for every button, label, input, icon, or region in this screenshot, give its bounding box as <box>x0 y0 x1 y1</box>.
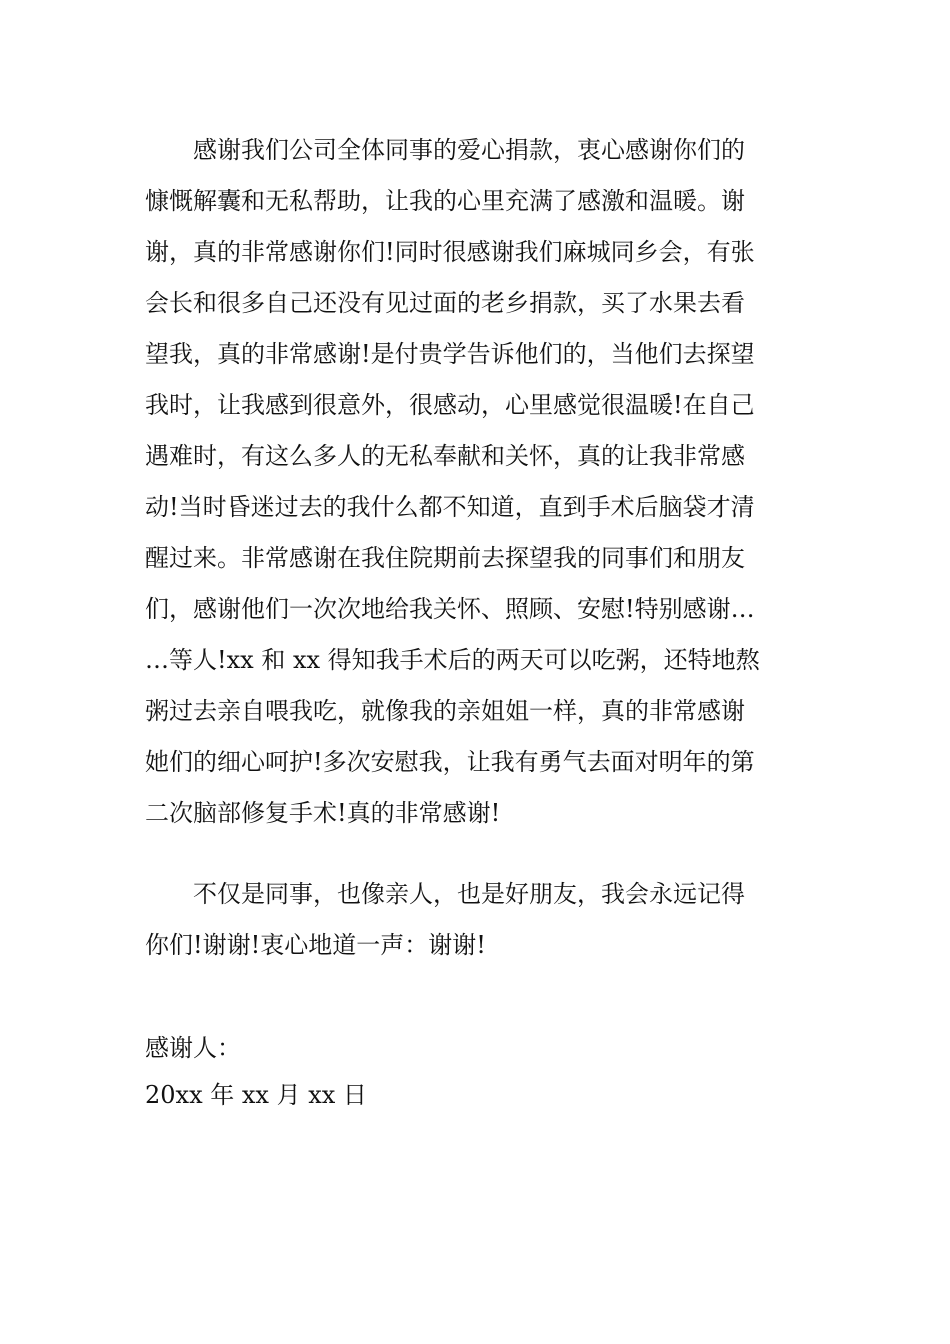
text-line: …等人!xx 和 xx 得知我手术后的两天可以吃粥，还特地熬 <box>145 646 760 674</box>
text-line: 你们!谢谢!衷心地道一声：谢谢! <box>145 931 486 959</box>
text-line: 我时，让我感到很意外，很感动，心里感觉很温暖!在自己 <box>145 391 755 419</box>
paragraph-1 <box>145 125 805 839</box>
text-line: 醒过来。非常感谢在我住院期前去探望我的同事们和朋友 <box>145 544 745 572</box>
text-line: 二次脑部修复手术!真的非常感谢! <box>145 799 501 827</box>
text-line: 动!当时昏迷过去的我什么都不知道，直到手术后脑袋才清 <box>145 493 755 521</box>
text-line: 们，感谢他们一次次地给我关怀、照顾、安慰!特别感谢… <box>145 595 755 623</box>
text-line: 慷慨解囊和无私帮助，让我的心里充满了感激和温暖。谢 <box>145 187 745 215</box>
paragraph-2 <box>145 869 805 971</box>
text-line: 不仅是同事，也像亲人，也是好朋友，我会永远记得 <box>145 880 745 908</box>
text-line: 会长和很多自己还没有见过面的老乡捐款，买了水果去看 <box>145 289 745 317</box>
date-line: 20xx 年 xx 月 xx 日 <box>145 1081 367 1109</box>
text-line: 望我，真的非常感谢!是付贵学告诉他们的，当他们去探望 <box>145 340 755 368</box>
text-line: 谢，真的非常感谢你们!同时很感谢我们麻城同乡会，有张 <box>145 238 755 266</box>
text-line: 遇难时，有这么多人的无私奉献和关怀，真的让我非常感 <box>145 442 745 470</box>
signature-label: 感谢人： <box>145 1034 241 1062</box>
text-line: 感谢我们公司全体同事的爱心捐款，衷心感谢你们的 <box>145 136 745 164</box>
text-line: 她们的细心呵护!多次安慰我，让我有勇气去面对明年的第 <box>145 748 755 776</box>
text-line: 粥过去亲自喂我吃，就像我的亲姐姐一样，真的非常感谢 <box>145 697 745 725</box>
